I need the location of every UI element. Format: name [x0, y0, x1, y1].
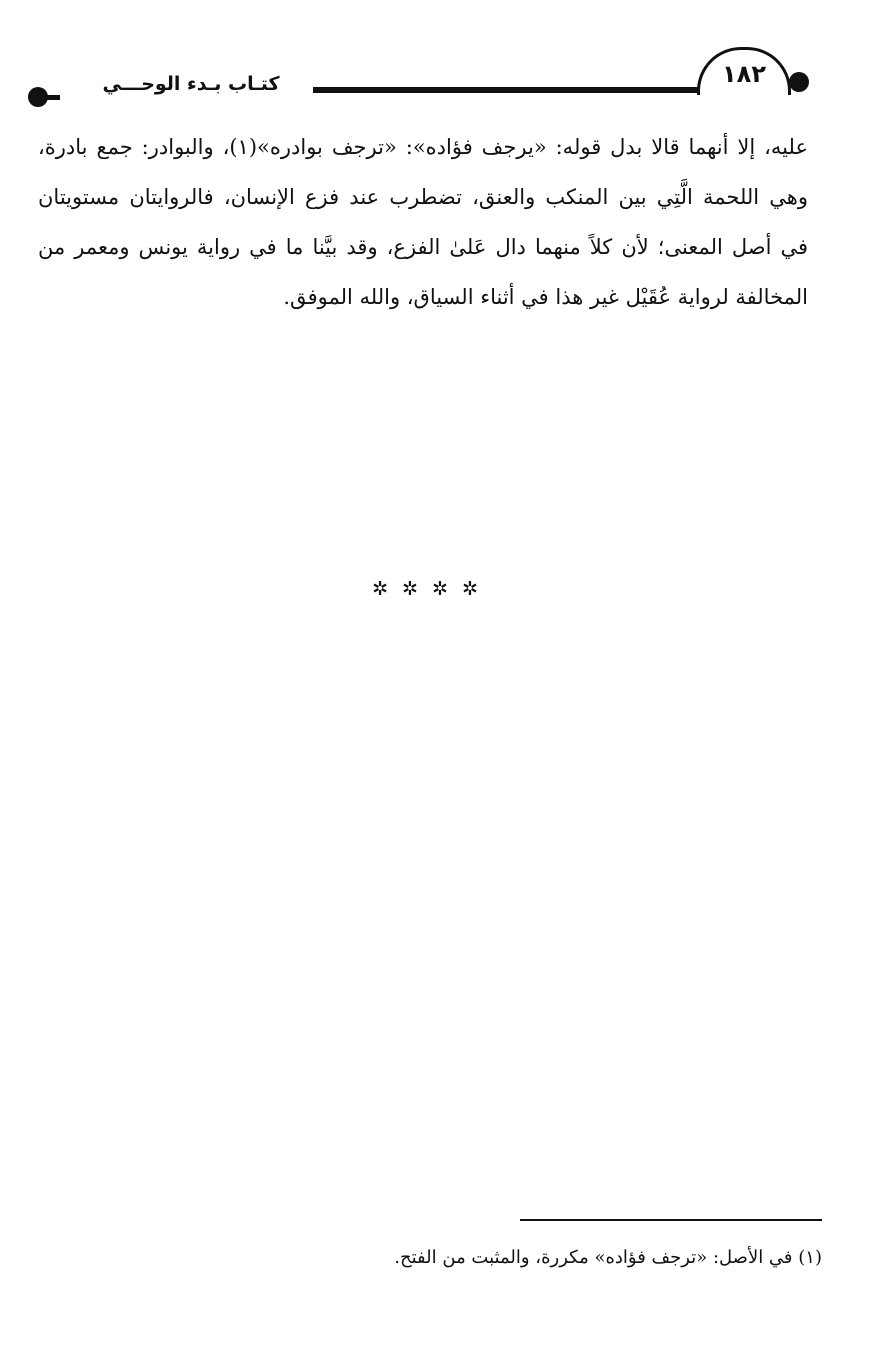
page-number: ١٨٢ — [722, 60, 766, 88]
header-left-dot-ornament — [28, 87, 48, 107]
running-title: كتـاب بـدء الوحـــي — [102, 73, 280, 95]
body-line: عليه، إلا أنهما قالا بدل قوله: «يرجف فؤاده»: «ترجف بوادره»(١)، والبوادر: جمع بادرة، — [38, 135, 808, 159]
footnote: (١) في الأصل: «ترجف فؤاده» مكررة، والمثبت من الفتح. — [394, 1247, 822, 1268]
section-end-ornament: ✲ ✲ ✲ ✲ — [372, 578, 482, 600]
footnote-separator — [520, 1219, 822, 1221]
body-line: في أصل المعنى؛ لأن كلاً منهما دال عَلىٰ الفزع، وقد بيَّنا ما في رواية يونس ومعمر من — [38, 235, 808, 259]
body-text — [38, 122, 808, 322]
header-right-dot-ornament — [789, 72, 809, 92]
header-left-tail-ornament — [46, 95, 60, 100]
body-line: المخالفة لرواية عُقَيْل غير هذا في أثناء السياق، والله الموفق. — [283, 285, 808, 309]
body-line: وهي اللحمة الَّتِي بين المنكب والعنق، تضطرب عند فزع الإنسان، فالروايتان مستويتان — [38, 185, 808, 209]
header-rule — [313, 87, 699, 93]
